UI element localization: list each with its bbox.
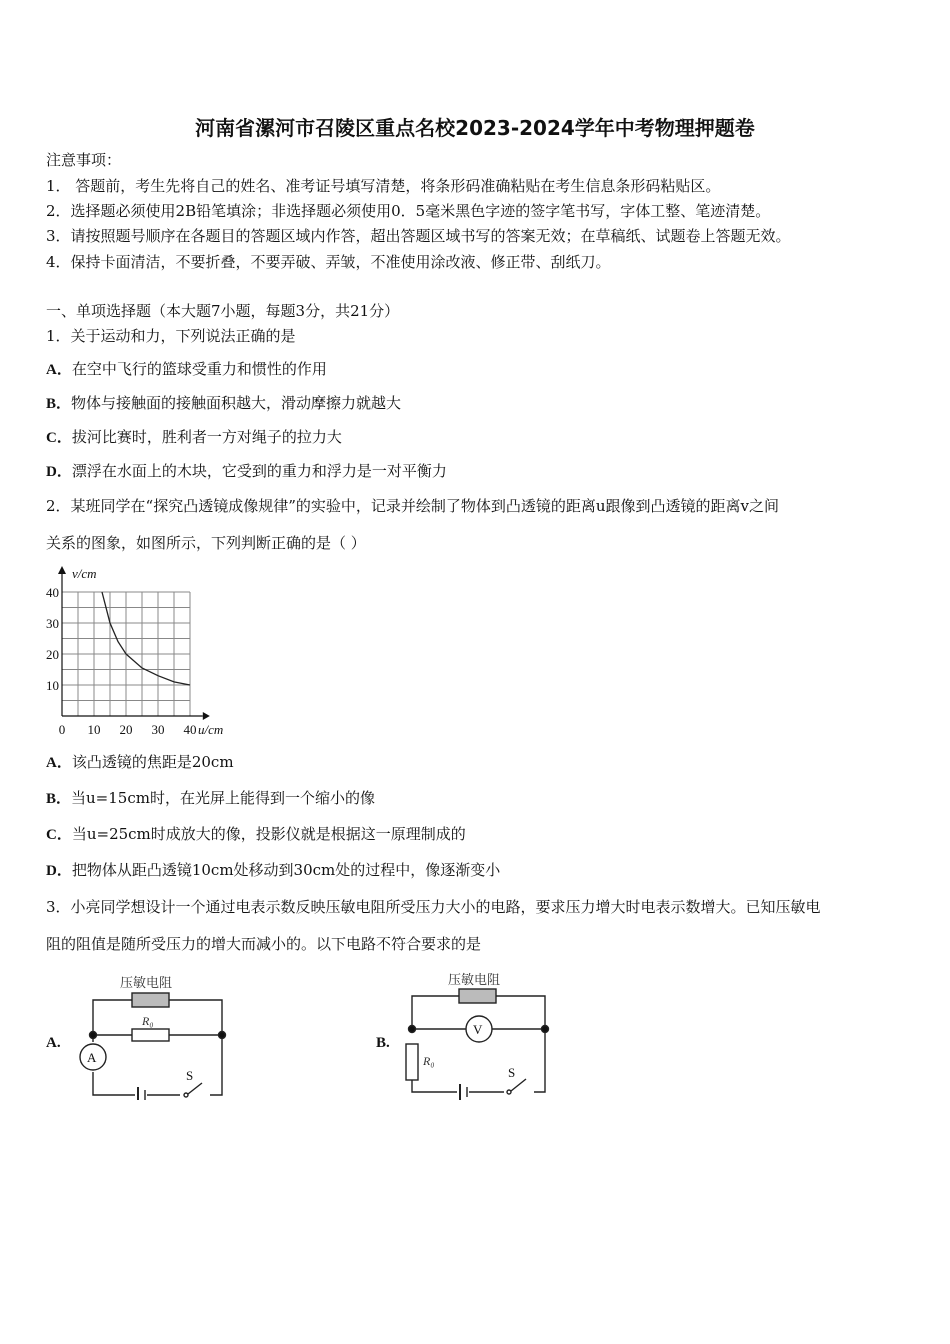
svg-text:V: V: [473, 1022, 483, 1037]
q2-option-a: [46, 752, 234, 773]
y-tick-label: 20: [46, 647, 59, 662]
uv-graph: [40, 560, 260, 740]
question-2-stem: 2．某班同学在“探究凸透镜成像规律”的实验中，记录并绘制了物体到凸透镜的距离u跟像到凸透镜的距离v之间: [46, 497, 780, 515]
q1-option-c: [46, 427, 342, 448]
y-axis-arrow: [58, 566, 66, 574]
q1-option-b: [46, 393, 401, 414]
option-label: D．: [46, 863, 72, 879]
sensor-label: 压敏电阻: [448, 972, 501, 987]
y-tick-label: 40: [46, 585, 59, 600]
switch-icon: [507, 1090, 511, 1094]
option-label: B．: [46, 791, 72, 807]
y-axis-label: v/cm: [72, 566, 97, 581]
option-text: 物体与接触面的接触面积越大，滑动摩擦力就越大: [71, 394, 402, 412]
option-label: C．: [46, 430, 72, 446]
option-text: 当u=15cm时，在光屏上能得到一个缩小的像: [71, 789, 375, 807]
option-label: A．: [46, 755, 72, 771]
note-item: 3．请按照题号顺序在各题目的答题区域内作答，超出答题区域书写的答案无效；在草稿纸、试题卷上答题无效。: [46, 227, 791, 245]
question-3-stem: 3．小亮同学想设计一个通过电表示数反映压敏电阻所受压力大小的电路，要求压力增大时电表示数增大。已知压敏电: [46, 898, 821, 916]
q2-option-c: [46, 824, 466, 845]
option-label: D．: [46, 464, 72, 480]
question-1-stem: 1．关于运动和力，下列说法正确的是: [46, 327, 296, 345]
option-text: 当u=25cm时成放大的像，投影仪就是根据这一原理制成的: [71, 825, 466, 843]
sensor-label: 压敏电阻: [120, 975, 173, 990]
x-tick-label: 10: [87, 722, 101, 737]
note-item: 2．选择题必须使用2B铅笔填涂；非选择题必须使用0．5毫米黑色字迹的签字笔书写，字体工整、笔迹清楚。: [46, 202, 771, 220]
x-tick-label: 0: [58, 722, 66, 737]
x-tick-label: 20: [119, 722, 133, 737]
q1-option-d: [46, 461, 447, 482]
section-heading: 一、单项选择题（本大题7小题，每题3分，共21分）: [46, 302, 400, 320]
resistor-label: R₀: [142, 1014, 154, 1028]
option-text: 该凸透镜的焦距是20cm: [71, 753, 234, 771]
resistor-label: R₀: [423, 1054, 435, 1068]
note-item: 1． 答题前，考生先将自己的姓名、准考证号填写清楚，将条形码准确粘贴在考生信息条形码粘贴区。: [46, 177, 721, 195]
circuit-b: [370, 965, 570, 1100]
x-axis-arrow: [203, 712, 210, 720]
resistor-r0: [406, 1044, 418, 1080]
option-text: 拔河比赛时，胜利者一方对绳子的拉力大: [71, 428, 342, 446]
circuit-a: [40, 965, 240, 1100]
x-tick-label: 30: [151, 722, 165, 737]
q2-option-d: [46, 860, 500, 881]
svg-text:S: S: [508, 1065, 516, 1080]
option-text: 在空中飞行的篮球受重力和惯性的作用: [71, 360, 327, 378]
circuit-label: B.: [376, 1035, 390, 1051]
resistor-r0: [132, 1029, 169, 1041]
q1-option-a: [46, 359, 327, 380]
notes-header: 注意事项：: [46, 151, 122, 169]
x-tick-label: 40: [183, 722, 197, 737]
pressure-sensor-resistor: [132, 993, 169, 1007]
q2-option-b: [46, 788, 375, 809]
y-tick-label: 30: [46, 616, 59, 631]
option-text: 把物体从距凸透镜10cm处移动到30cm处的过程中，像逐渐变小: [71, 861, 501, 879]
option-text: 漂浮在水面上的木块，它受到的重力和浮力是一对平衡力: [71, 462, 447, 480]
option-label: B．: [46, 396, 72, 412]
option-label: C．: [46, 827, 72, 843]
option-label: A．: [46, 362, 72, 378]
circuit-label: A.: [46, 1035, 61, 1051]
question-2-stem-cont: 关系的图象，如图所示，下列判断正确的是（ ）: [46, 534, 366, 552]
switch-icon: [184, 1093, 188, 1097]
y-tick-label: 10: [46, 678, 59, 693]
svg-text:A: A: [87, 1050, 97, 1065]
page-title: 河南省漯河市召陵区重点名校2023-2024学年中考物理押题卷: [195, 116, 755, 140]
x-axis-label: u/cm: [198, 722, 224, 737]
question-3-stem-cont: 阻的阻值是随所受压力的增大而减小的。以下电路不符合要求的是: [46, 935, 482, 953]
note-item: 4．保持卡面清洁，不要折叠，不要弄破、弄皱，不准使用涂改液、修正带、刮纸刀。: [46, 253, 611, 271]
pressure-sensor-resistor: [459, 989, 496, 1003]
svg-text:S: S: [186, 1068, 194, 1083]
